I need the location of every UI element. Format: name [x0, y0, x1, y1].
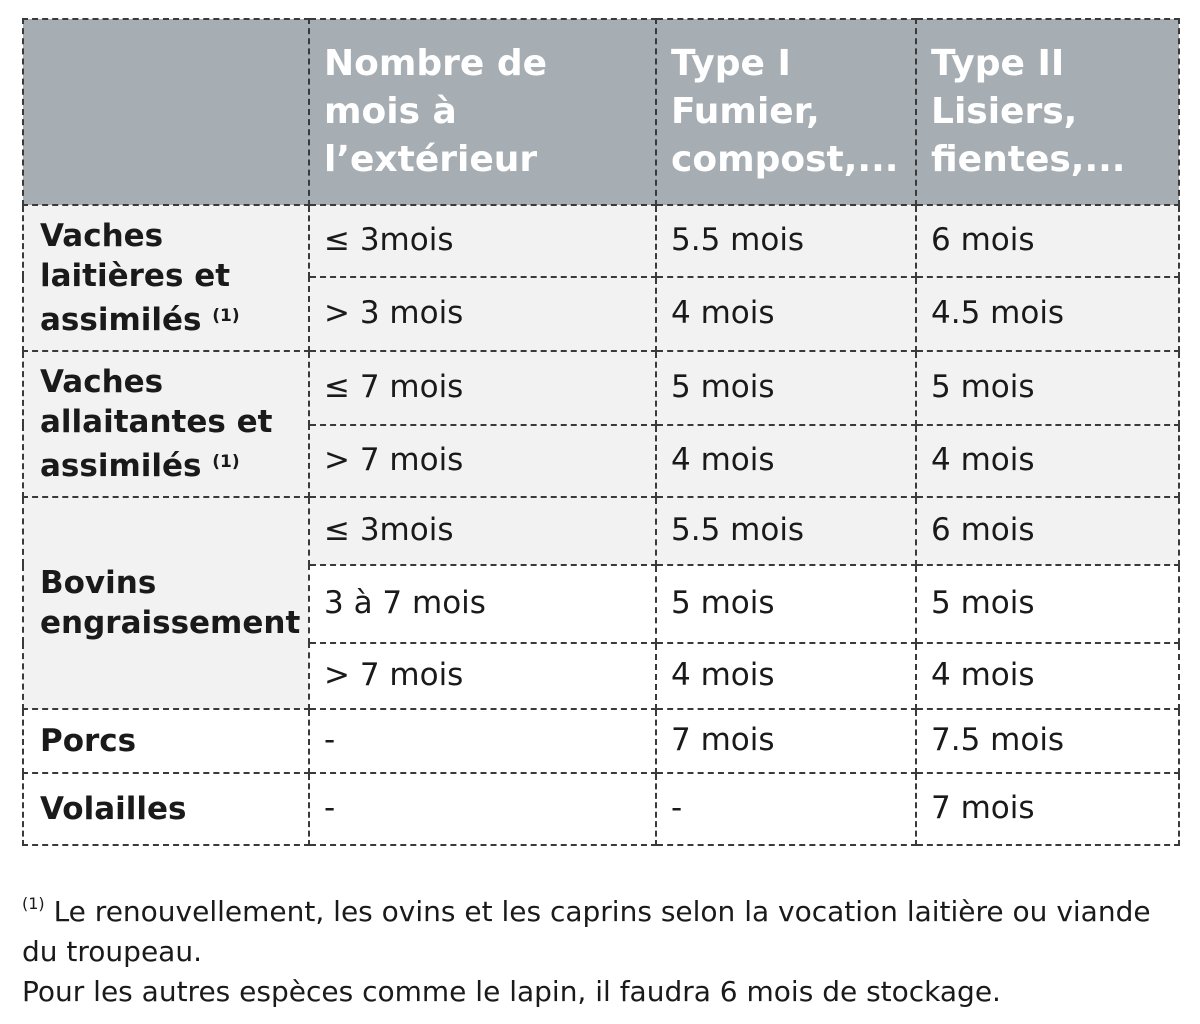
footnote-marker: (1): [22, 894, 45, 913]
type1-cell: 5 mois: [656, 351, 916, 425]
animal-cell-vaches-laitieres: [23, 205, 309, 351]
table-header: [23, 19, 1179, 205]
type2-cell: 5 mois: [916, 351, 1179, 425]
header-type-1: Type I Fumier, compost,...: [656, 19, 916, 205]
type1-cell: 4 mois: [656, 277, 916, 351]
footnote-line-1: [22, 884, 1178, 972]
animal-cell-porcs: Porcs: [23, 709, 309, 773]
type1-cell: 5.5 mois: [656, 497, 916, 565]
footnote-ref: (1): [212, 452, 240, 472]
table-row: [23, 351, 1179, 425]
type2-cell: 4 mois: [916, 425, 1179, 497]
table-row: [23, 497, 1179, 565]
table-row: [23, 773, 1179, 845]
header-empty-cell: [23, 19, 309, 205]
duration-cell: > 7 mois: [309, 643, 656, 709]
type2-cell: 6 mois: [916, 205, 1179, 277]
table-body: [23, 205, 1179, 845]
duration-cell: 3 à 7 mois: [309, 565, 656, 643]
animal-label: Vaches allaitantes et assimilés: [40, 364, 273, 484]
type1-cell: -: [656, 773, 916, 845]
type1-cell: 7 mois: [656, 709, 916, 773]
table-row: [23, 205, 1179, 277]
animal-cell-bovins: Bovins engraissement: [23, 497, 309, 709]
table-row: [23, 709, 1179, 773]
duration-cell: ≤ 3mois: [309, 497, 656, 565]
type1-cell: 4 mois: [656, 643, 916, 709]
type1-cell: 5.5 mois: [656, 205, 916, 277]
animal-cell-volailles: Volailles: [23, 773, 309, 845]
storage-duration-table: [22, 18, 1180, 846]
type2-cell: 6 mois: [916, 497, 1179, 565]
type2-cell: 5 mois: [916, 565, 1179, 643]
animal-label: Vaches laitières et assimilés: [40, 218, 231, 338]
type2-cell: 7.5 mois: [916, 709, 1179, 773]
type1-cell: 5 mois: [656, 565, 916, 643]
type2-cell: 7 mois: [916, 773, 1179, 845]
duration-cell: > 3 mois: [309, 277, 656, 351]
header-row: [23, 19, 1179, 205]
duration-cell: > 7 mois: [309, 425, 656, 497]
type2-cell: 4 mois: [916, 643, 1179, 709]
footnote: [22, 884, 1178, 1012]
duration-cell: -: [309, 773, 656, 845]
type1-cell: 4 mois: [656, 425, 916, 497]
duration-cell: ≤ 7 mois: [309, 351, 656, 425]
duration-cell: -: [309, 709, 656, 773]
footnote-line-2: Pour les autres espèces comme le lapin, il faudra 6 mois de stockage.: [22, 975, 1001, 1008]
footnote-ref: (1): [212, 306, 240, 326]
duration-cell: ≤ 3mois: [309, 205, 656, 277]
header-months-outside: Nombre de mois à l’extérieur: [309, 19, 656, 205]
header-type-2: Type II Lisiers, fientes,...: [916, 19, 1179, 205]
animal-cell-vaches-allaitantes: [23, 351, 309, 497]
footnote-text: Le renouvellement, les ovins et les caprins selon la vocation laitière ou viande du troupeau.: [22, 895, 1151, 968]
type2-cell: 4.5 mois: [916, 277, 1179, 351]
